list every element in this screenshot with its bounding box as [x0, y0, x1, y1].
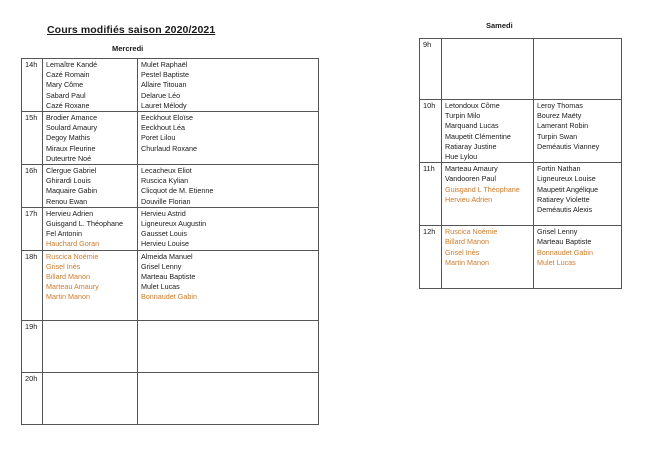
schedule-row: [22, 59, 319, 112]
names-cell-left: [43, 250, 138, 320]
names-cell-right: [138, 112, 319, 165]
student-name: Mulet Lucas: [537, 257, 576, 267]
hour-cell: 19h: [22, 320, 43, 372]
student-name: Lauret Mélody: [141, 100, 187, 110]
student-name: Grisel Lenny: [537, 227, 578, 237]
names-cell-left: [442, 163, 534, 226]
student-name: Eeckhout Eloïse: [141, 113, 193, 123]
student-name: Maquaire Gabin: [46, 186, 98, 196]
names-cell-right: [138, 165, 319, 208]
student-name: Allaire Titouan: [141, 80, 187, 90]
student-name: Mulet Raphaël: [141, 60, 188, 69]
mercredi-schedule-table: [21, 58, 319, 425]
student-name: Poret Lilou: [141, 133, 176, 143]
student-name: Duteurtre Noé: [46, 153, 92, 163]
student-name: Marteau Amaury: [445, 164, 498, 174]
student-name: Ratiarey Violette: [537, 194, 590, 204]
student-name: Ratiaray Justine: [445, 141, 497, 151]
student-name: Turpin Milo: [445, 111, 481, 121]
student-name: Marteau Baptiste: [141, 272, 196, 282]
student-name: Billard Manon: [445, 237, 489, 247]
names-cell-right: [138, 59, 319, 112]
student-name: Deméautis Alexis: [537, 205, 593, 215]
student-name: Lamerant Robin: [537, 121, 589, 131]
student-name: Deméautis Vianney: [537, 141, 600, 151]
names-cell-left: [43, 59, 138, 112]
names-cell-right: [138, 250, 319, 320]
student-name: Leroy Thomas: [537, 101, 583, 110]
student-name: Turpin Swan: [537, 131, 578, 141]
names-cell-left: [43, 112, 138, 165]
student-name: Vandooren Paul: [445, 174, 497, 184]
student-name: Maupetit Angélique: [537, 184, 599, 194]
schedule-row: [22, 250, 319, 320]
student-name: Hauchard Goran: [46, 239, 100, 249]
schedule-row: [22, 207, 319, 250]
schedule-row: [22, 320, 319, 372]
student-name: Fortin Nathan: [537, 164, 581, 174]
hour-cell: 17h: [22, 207, 43, 250]
student-name: Brodier Amance: [46, 113, 98, 123]
hour-cell: 20h: [22, 372, 43, 424]
student-name: Bourez Maëty: [537, 111, 582, 121]
hour-cell: 12h: [420, 226, 442, 289]
names-cell-right: [138, 207, 319, 250]
hour-cell: 14h: [22, 59, 43, 112]
names-cell-left: [442, 100, 534, 163]
student-name: Soulard Amaury: [46, 123, 98, 133]
schedule-row: [22, 165, 319, 208]
student-name: Martin Manon: [46, 292, 90, 302]
student-name: Martin Manon: [445, 257, 489, 267]
student-name: Pestel Baptiste: [141, 70, 189, 80]
samedi-heading: Samedi: [486, 21, 513, 30]
student-name: Ruscica Noémie: [46, 251, 99, 261]
schedule-row: [420, 226, 622, 289]
student-name: Lecacheux Eliot: [141, 166, 192, 176]
names-cell-right: [534, 226, 622, 289]
student-name: Grisel Inès: [445, 247, 480, 257]
student-name: Ligneureux Augustin: [141, 219, 207, 229]
names-cell-right: [138, 372, 319, 424]
student-name: Ghirardi Louis: [46, 176, 91, 186]
schedule-row: [22, 112, 319, 165]
student-name: Hervieu Adrien: [445, 194, 493, 204]
schedule-row: [22, 372, 319, 424]
student-name: Marteau Baptiste: [537, 237, 592, 247]
schedule-row: [420, 163, 622, 226]
student-name: Clergue Gabriel: [46, 166, 97, 176]
student-name: Lemaître Kandé: [46, 60, 98, 69]
student-name: Bonnaudet Gabin: [537, 247, 593, 257]
student-name: Fel Antonin: [46, 229, 82, 239]
hour-cell: 18h: [22, 250, 43, 320]
student-name: Degoy Mathis: [46, 133, 90, 143]
student-name: Sabard Paul: [46, 90, 86, 100]
student-name: Bonnaudet Gabin: [141, 292, 197, 302]
student-name: Miraux Fleurine: [46, 143, 96, 153]
student-name: Cazé Romain: [46, 70, 90, 80]
mercredi-heading: Mercredi: [112, 44, 144, 53]
names-cell-left: [442, 39, 534, 100]
names-cell-right: [534, 163, 622, 226]
names-cell-left: [43, 165, 138, 208]
names-cell-right: [534, 100, 622, 163]
document-title: Cours modifiés saison 2020/2021: [47, 24, 216, 36]
student-name: Douville Florian: [141, 196, 191, 206]
student-name: Almeida Manuel: [141, 251, 193, 261]
student-name: Delarue Léo: [141, 90, 181, 100]
hour-cell: 15h: [22, 112, 43, 165]
hour-cell: 9h: [420, 39, 442, 100]
hour-cell: 11h: [420, 163, 442, 226]
names-cell-left: [43, 320, 138, 372]
names-cell-left: [43, 372, 138, 424]
student-name: Hervieu Louise: [141, 239, 189, 249]
student-name: Eeckhout Léa: [141, 123, 185, 133]
names-cell-right: [138, 320, 319, 372]
student-name: Grisel Inès: [46, 261, 81, 271]
names-cell-left: [43, 207, 138, 250]
student-name: Hervieu Astrid: [141, 208, 186, 218]
hour-cell: 10h: [420, 100, 442, 163]
hour-cell: 16h: [22, 165, 43, 208]
student-name: Mulet Lucas: [141, 282, 180, 292]
student-name: Marquand Lucas: [445, 121, 499, 131]
student-name: Guisgand L Théophane: [445, 184, 520, 194]
student-name: Grisel Lenny: [141, 261, 182, 271]
student-name: Letondoux Côme: [445, 101, 500, 110]
names-cell-left: [442, 226, 534, 289]
student-name: Guisgand L. Théophane: [46, 219, 123, 229]
student-name: Ruscica Kylian: [141, 176, 189, 186]
student-name: Renou Ewan: [46, 196, 88, 206]
names-cell-right: [534, 39, 622, 100]
student-name: Churlaud Roxane: [141, 143, 197, 153]
student-name: Maupetit Clémentine: [445, 131, 511, 141]
student-name: Hue Lylou: [445, 152, 478, 162]
schedule-row: [420, 39, 622, 100]
student-name: Cazé Roxane: [46, 100, 90, 110]
student-name: Gausset Louis: [141, 229, 187, 239]
student-name: Ruscica Noémie: [445, 227, 498, 237]
student-name: Marteau Amaury: [46, 282, 99, 292]
student-name: Clicquot de M. Etienne: [141, 186, 214, 196]
schedule-row: [420, 100, 622, 163]
student-name: Mary Côme: [46, 80, 84, 90]
student-name: Ligneureux Louise: [537, 174, 596, 184]
samedi-schedule-table: [419, 38, 622, 289]
student-name: Hervieu Adrien: [46, 208, 94, 218]
student-name: Billard Manon: [46, 272, 90, 282]
